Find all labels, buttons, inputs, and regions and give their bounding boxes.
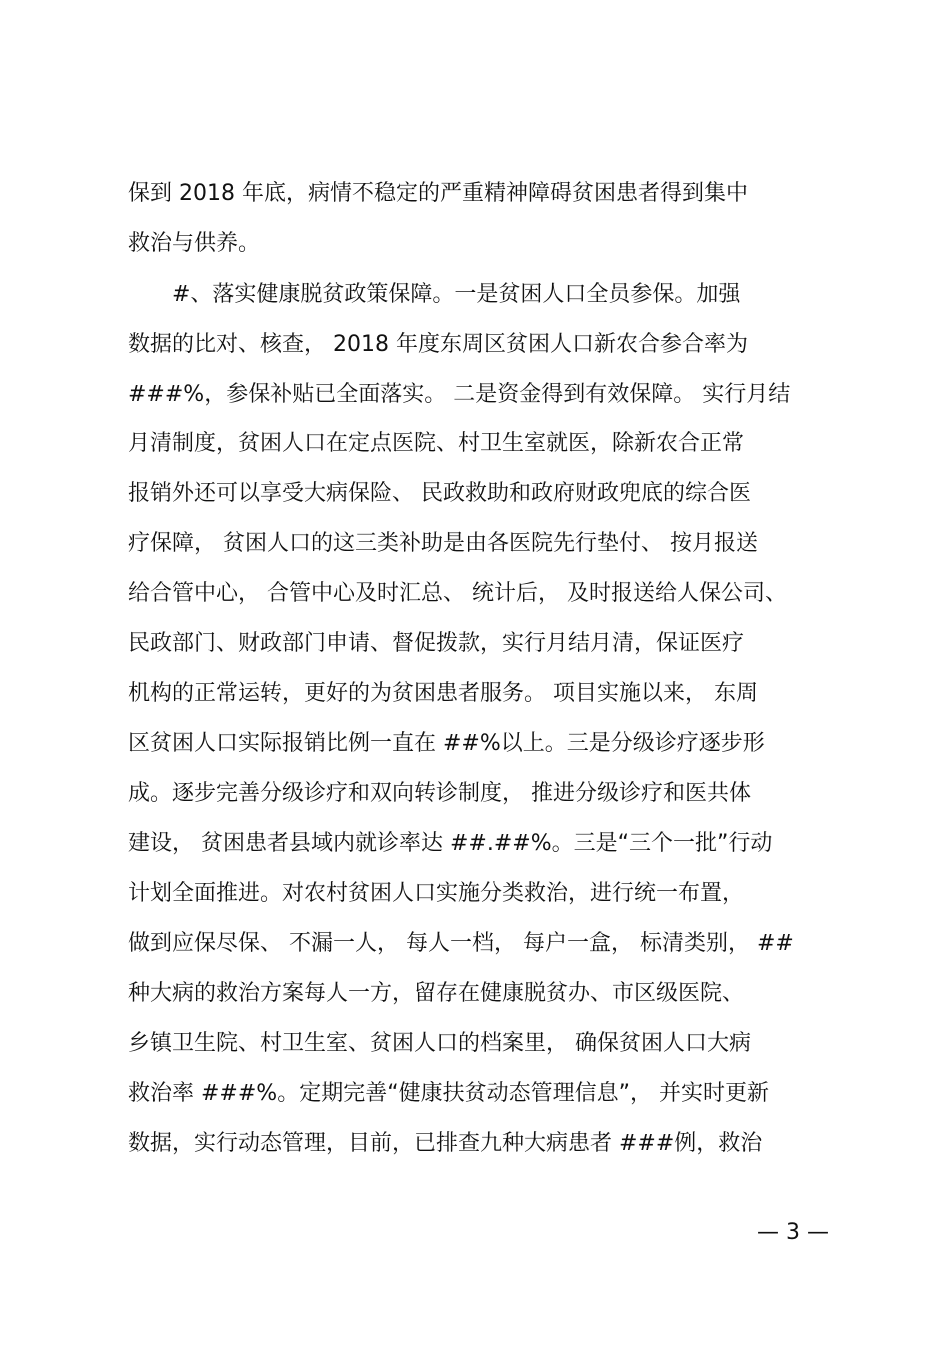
paragraph-line: 种大病的救治方案每人一方，留存在健康脱贫办、市区级医院、 xyxy=(128,981,745,1006)
page-number: — 3 — xyxy=(757,1220,829,1245)
paragraph-line: 报销外还可以享受大病保险、 民政救助和政府财政兜底的综合医 xyxy=(128,481,751,506)
paragraph-line: 疗保障， 贫困人口的这三类补助是由各医院先行垫付、 按月报送 xyxy=(128,531,758,556)
paragraph-line: 月清制度，贫困人口在定点医院、村卫生室就医，除新农合正常 xyxy=(128,431,745,456)
paragraph-line: 给合管中心， 合管中心及时汇总、 统计后， 及时报送给人保公司、 xyxy=(128,581,787,606)
paragraph-line: 乡镇卫生院、村卫生室、贫困人口的档案里， 确保贫困人口大病 xyxy=(128,1031,751,1056)
paragraph-line: #、落实健康脱贫政策保障。一是贫困人口全员参保。加强 xyxy=(172,282,741,307)
paragraph-line: 区贫困人口实际报销比例一直在 ##%以上。三是分级诊疗逐步形 xyxy=(128,731,765,756)
paragraph-line: 做到应保尽保、 不漏一人， 每人一档， 每户一盒， 标清类别， ## xyxy=(128,931,794,956)
paragraph-line: 机构的正常运转，更好的为贫困患者服务。 项目实施以来， 东周 xyxy=(128,681,758,706)
paragraph-line: 成。逐步完善分级诊疗和双向转诊制度， 推进分级诊疗和医共体 xyxy=(128,781,751,806)
paragraph-line: 数据，实行动态管理，目前，已排查九种大病患者 ###例，救治 xyxy=(128,1131,763,1156)
paragraph-line: 保到 2018 年底，病情不稳定的严重精神障碍贫困患者得到集中 xyxy=(128,181,748,206)
paragraph-line: ###%，参保补贴已全面落实。 二是资金得到有效保障。 实行月结 xyxy=(128,382,791,407)
paragraph-line: 救治率 ###%。定期完善“健康扶贫动态管理信息”， 并实时更新 xyxy=(128,1081,769,1106)
paragraph-line: 数据的比对、核查， 2018 年度东周区贫困人口新农合参合率为 xyxy=(128,332,748,357)
paragraph-line: 民政部门、财政部门申请、督促拨款，实行月结月清，保证医疗 xyxy=(128,631,745,656)
paragraph-line: 建设， 贫困患者县域内就诊率达 ##.##%。三是“三个一批”行动 xyxy=(128,831,773,856)
paragraph-line: 救治与供养。 xyxy=(128,231,261,256)
paragraph-line: 计划全面推进。对农村贫困人口实施分类救治，进行统一布置， xyxy=(128,881,745,906)
